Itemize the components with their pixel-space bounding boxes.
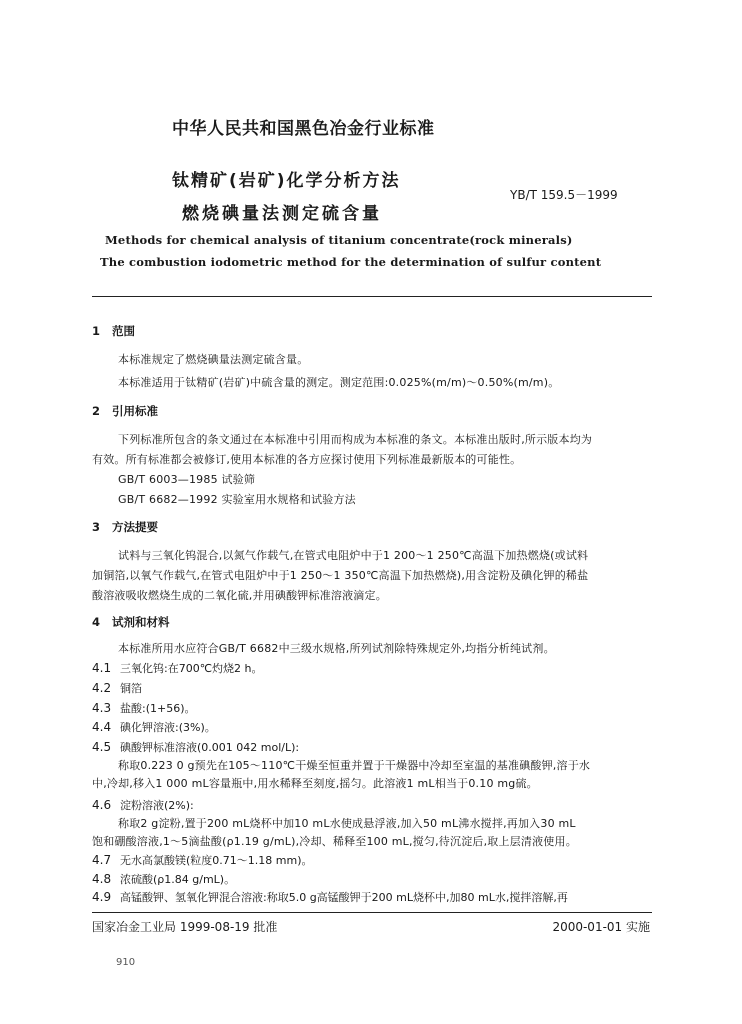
reference-item: GB/T 6003—1985 试验筛 bbox=[118, 473, 256, 486]
paragraph: 饱和硼酸溶液,1～5滴盐酸(ρ1.19 g/mL),冷却、稀释至100 mL,搅匀,待沉淀后,取上层清液使用。 bbox=[92, 835, 577, 848]
page-number: 910 bbox=[116, 957, 136, 968]
section-number: 2 bbox=[92, 404, 101, 418]
standard-code: YB/T 159.5－1999 bbox=[510, 188, 618, 202]
english-title-line2: The combustion iodometric method for the determination of sulfur content bbox=[100, 255, 602, 269]
approval-date: 国家冶金工业局 1999-08-19 批准 bbox=[92, 920, 278, 934]
section-number: 1 bbox=[92, 324, 101, 338]
paragraph: 中,冷却,移入1 000 mL容量瓶中,用水稀释至刻度,摇匀。此溶液1 mL相当于0.10 mg硫。 bbox=[92, 777, 538, 790]
footer-divider bbox=[92, 912, 652, 913]
section-title: 范围 bbox=[112, 324, 135, 338]
paragraph: 酸溶液吸收燃烧生成的二氧化硫,并用碘酸钾标准溶液滴定。 bbox=[92, 589, 387, 602]
item-text: 淀粉溶液(2%): bbox=[120, 799, 194, 812]
section-heading bbox=[92, 403, 158, 419]
item-text: 浓硫酸(ρ1.84 g/mL)。 bbox=[120, 873, 236, 886]
reference-item: GB/T 6682—1992 实验室用水规格和试验方法 bbox=[118, 493, 356, 506]
english-title-line1: Methods for chemical analysis of titanium concentrate(rock minerals) bbox=[105, 233, 573, 247]
list-item bbox=[92, 680, 142, 696]
item-text: 铜箔 bbox=[120, 682, 142, 695]
item-number: 4.1 bbox=[92, 661, 112, 675]
item-number: 4.6 bbox=[92, 798, 112, 812]
section-title: 方法提要 bbox=[112, 520, 158, 534]
list-item bbox=[92, 797, 194, 813]
section-heading bbox=[92, 323, 135, 339]
section-title: 试剂和材料 bbox=[112, 615, 170, 629]
list-item bbox=[92, 700, 196, 716]
paragraph: 下列标准所包含的条文通过在本标准中引用而构成为本标准的条文。本标准出版时,所示版本均为 bbox=[118, 433, 593, 446]
implementation-date: 2000-01-01 实施 bbox=[552, 920, 650, 934]
paragraph: 本标准适用于钛精矿(岩矿)中硫含量的测定。测定范围:0.025%(m/m)～0.50%(m/m)。 bbox=[118, 376, 560, 389]
issuing-organization: 中华人民共和国黑色冶金行业标准 bbox=[172, 119, 435, 139]
header-divider bbox=[92, 296, 652, 297]
item-number: 4.5 bbox=[92, 740, 112, 754]
list-item bbox=[92, 660, 263, 676]
document-title-line2: 燃烧碘量法测定硫含量 bbox=[182, 204, 382, 224]
paragraph: 本标准规定了燃烧碘量法测定硫含量。 bbox=[118, 353, 309, 366]
section-title: 引用标准 bbox=[112, 404, 158, 418]
paragraph: 称取2 g淀粉,置于200 mL烧杯中加10 mL水使成悬浮液,加入50 mL沸水搅拌,再加入30 mL bbox=[118, 817, 576, 830]
document-title-line1: 钛精矿(岩矿)化学分析方法 bbox=[172, 171, 401, 191]
paragraph: 本标准所用水应符合GB/T 6682中三级水规格,所列试剂除特殊规定外,均指分析纯试剂。 bbox=[118, 642, 555, 655]
item-number: 4.4 bbox=[92, 720, 112, 734]
item-text: 盐酸:(1+56)。 bbox=[120, 702, 196, 715]
item-text: 碘酸钾标准溶液(0.001 042 mol/L): bbox=[120, 741, 300, 754]
section-number: 3 bbox=[92, 520, 101, 534]
section-heading bbox=[92, 614, 170, 630]
list-item bbox=[92, 889, 568, 905]
item-number: 4.7 bbox=[92, 853, 112, 867]
list-item bbox=[92, 739, 299, 755]
item-number: 4.2 bbox=[92, 681, 112, 695]
item-text: 无水高氯酸镁(粒度0.71～1.18 mm)。 bbox=[120, 854, 313, 867]
paragraph: 试料与三氧化钨混合,以氮气作载气,在管式电阻炉中于1 200～1 250℃高温下加热燃烧(或试料 bbox=[118, 549, 589, 562]
item-text: 三氧化钨:在700℃灼烧2 h。 bbox=[120, 662, 263, 675]
paragraph: 加铜箔,以氧气作载气,在管式电阻炉中于1 250～1 350℃高温下加热燃烧),用含淀粉及碘化钾的稀盐 bbox=[92, 569, 589, 582]
paragraph: 有效。所有标准都会被修订,使用本标准的各方应探讨使用下列标准最新版本的可能性。 bbox=[92, 453, 522, 466]
list-item bbox=[92, 852, 313, 868]
list-item bbox=[92, 871, 235, 887]
item-number: 4.8 bbox=[92, 872, 112, 886]
section-number: 4 bbox=[92, 615, 101, 629]
item-text: 碘化钾溶液:(3%)。 bbox=[120, 721, 216, 734]
paragraph: 称取0.223 0 g预先在105～110℃干燥至恒重并置于干燥器中冷却至室温的基准碘酸钾,溶于水 bbox=[118, 759, 591, 772]
list-item bbox=[92, 719, 216, 735]
section-heading bbox=[92, 519, 158, 535]
item-number: 4.3 bbox=[92, 701, 112, 715]
item-number: 4.9 bbox=[92, 890, 112, 904]
item-text: 高锰酸钾、氢氧化钾混合溶液:称取5.0 g高锰酸钾于200 mL烧杯中,加80 mL水,搅拌溶解,再 bbox=[120, 891, 568, 904]
